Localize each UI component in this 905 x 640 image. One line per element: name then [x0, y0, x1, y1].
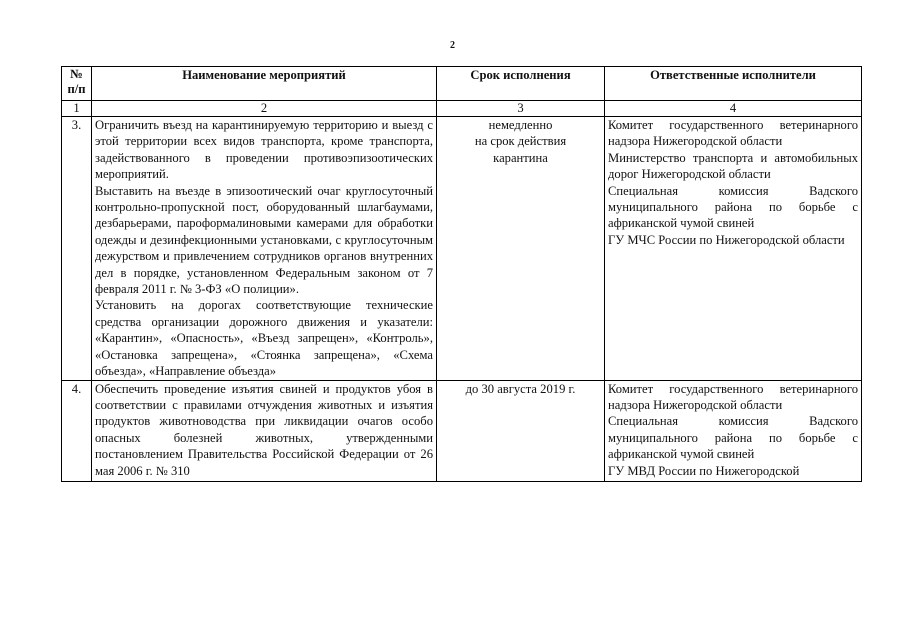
column-index-cell: 1: [62, 101, 92, 117]
responsible-entry: ГУ МЧС России по Нижегородской области: [608, 232, 845, 247]
measure-paragraph: Выставить на въезде в эпизоотический очаг круглосуточный контрольно-пропускной пост, оборудованный шлагбаумами, дезбарьерами, пароформалиновыми камерами для обработки одежды и дезинфекционными установками, с круглосуточным дежурством и привлечением сотрудников органов внутренних дел в порядке, установленном Федеральным законом от 7 февраля 2011 г. № 3-ФЗ «О полиции».: [95, 183, 433, 297]
row-number: 4.: [62, 380, 92, 481]
term-cell: [437, 117, 605, 381]
term-line: на срок действия: [474, 134, 567, 149]
column-index-cell: 4: [605, 101, 862, 117]
column-index-row: [62, 101, 862, 117]
column-index-cell: 3: [437, 101, 605, 117]
term-line: до 30 августа 2019 г.: [465, 381, 576, 396]
row-number: 3.: [62, 117, 92, 381]
column-index-cell: 2: [92, 101, 437, 117]
header-responsible: Ответственные исполнители: [605, 67, 862, 101]
header-num: № п/п: [62, 67, 92, 101]
measure-cell: [92, 117, 437, 381]
table-row: [62, 117, 862, 381]
responsible-cell: [605, 117, 862, 381]
measure-paragraph: Ограничить въезд на карантинируемую территорию и выезд с этой территории всех видов транспорта, кроме транспорта, задействованного в проведении противоэпизоотических мероприятий.: [95, 118, 433, 182]
measures-table: [61, 66, 862, 482]
term-cell: [437, 380, 605, 481]
header-measure: Наименование мероприятий: [92, 67, 437, 101]
table-row: [62, 380, 862, 481]
responsible-entry: Комитет государственного ветеринарного надзора Нижегородской области: [608, 381, 858, 412]
term-line: немедленно: [488, 118, 553, 132]
header-row: [62, 67, 862, 101]
responsible-cell: [605, 380, 862, 481]
responsible-entry: Министерство транспорта и автомобильных дорог Нижегородской области: [608, 150, 858, 182]
measure-paragraph: Установить на дорогах соответствующие технические средства организации дорожного движения и указатели: «Карантин», «Опасность», «Въезд запрещен», «Контроль», «Остановка запрещена», «Стоянка запрещена», «Схема объезда», «Направление объезда»: [95, 298, 433, 379]
responsible-entry: ГУ МВД России по Нижегородской: [608, 463, 800, 478]
responsible-entry: Специальная комиссия Вадского муниципального района по борьбе с африканской чумой свиней: [608, 183, 858, 231]
measure-paragraph: Обеспечить проведение изъятия свиней и продуктов убоя в соответствии с правилами отчуждения животных и изъятия продуктов животноводства при ликвидации очагов особо опасных болезней животных, утвержденными постановлением Правительства Российской Федерации от 26 мая 2006 г. № 310: [95, 381, 433, 478]
measure-cell: [92, 380, 437, 481]
responsible-entry: Комитет государственного ветеринарного надзора Нижегородской области: [608, 118, 858, 149]
term-line: карантина: [493, 150, 548, 165]
header-term: Срок исполнения: [437, 67, 605, 101]
page-number: 2: [450, 40, 455, 51]
responsible-entry: Специальная комиссия Вадского муниципального района по борьбе с африканской чумой свиней: [608, 414, 858, 462]
